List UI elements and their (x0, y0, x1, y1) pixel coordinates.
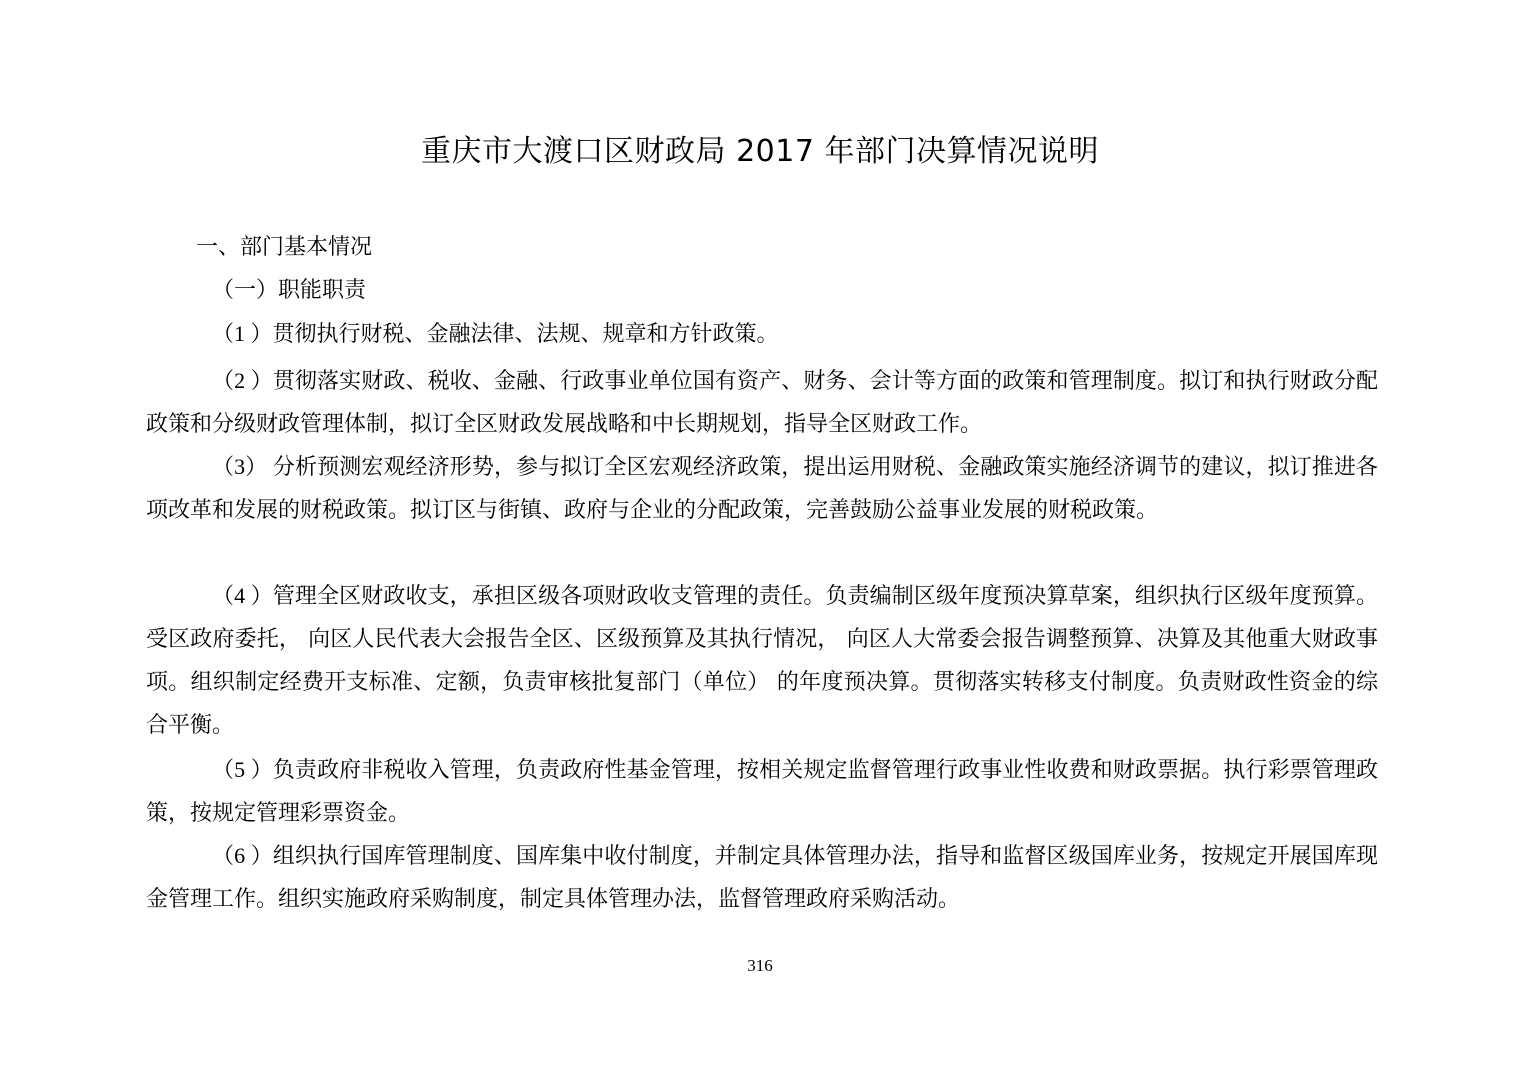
document-title: 重庆市大渡口区财政局 2017 年部门决算情况说明 (421, 134, 1099, 169)
list-item (146, 748, 1378, 835)
list-item (146, 359, 1378, 446)
list-item (146, 834, 1378, 921)
list-item (146, 574, 1378, 747)
item-text: 分析预测宏观经济形势，参与拟订全区宏观经济政策，提出运用财税、金融政策实施经济调节的建议，拟订推进各项改革和发展的财税政策。拟订区与街镇、政府与企业的分配政策，完善鼓励公益事业发展的财税政策。 (146, 455, 1378, 523)
item-number: （2 ） (212, 368, 273, 393)
list-item (212, 319, 779, 350)
page-number: 316 (747, 956, 773, 975)
item-text: 负责政府非税收入管理，负责政府性基金管理，按相关规定监督管理行政事业性收费和财政票据。执行彩票管理政策，按规定管理彩票资金。 (146, 758, 1378, 826)
item-text: 管理全区财政收支，承担区级各项财政收支管理的责任。负责编制区级年度预决算草案，组织执行区级年度预算。受区政府委托， 向区人民代表大会报告全区、区级预算及其执行情况， 向区人大常委会报告调整预算、决算及其他重大财政事项。组织制定经费开支标准、定额，负责审核批复部门（单位） 的年度预决算。贯彻落实转移支付制度。负责财政性资金的综合平衡。 (146, 584, 1378, 738)
list-item (146, 445, 1378, 532)
item-number: （4 ） (212, 583, 273, 608)
item-text: 组织执行国库管理制度、国库集中收付制度，并制定具体管理办法，指导和监督区级国库业务，按规定开展国库现金管理工作。组织实施政府采购制度，制定具体管理办法，监督管理政府采购活动。 (146, 844, 1378, 912)
item-text: 贯彻落实财政、税收、金融、行政事业单位国有资产、财务、会计等方面的政策和管理制度。拟订和执行财政分配政策和分级财政管理体制，拟订全区财政发展战略和中长期规划，指导全区财政工作。 (146, 369, 1378, 437)
item-number: （1 ） (212, 321, 273, 346)
item-number: （3） (212, 454, 273, 479)
section-heading: 一、部门基本情况 (196, 235, 373, 260)
subsection-heading: （一）职能职责 (212, 278, 367, 303)
item-number: （6 ） (212, 843, 273, 868)
item-number: （5 ） (212, 757, 273, 782)
item-text: 贯彻执行财税、金融法律、法规、规章和方针政策。 (272, 322, 779, 347)
